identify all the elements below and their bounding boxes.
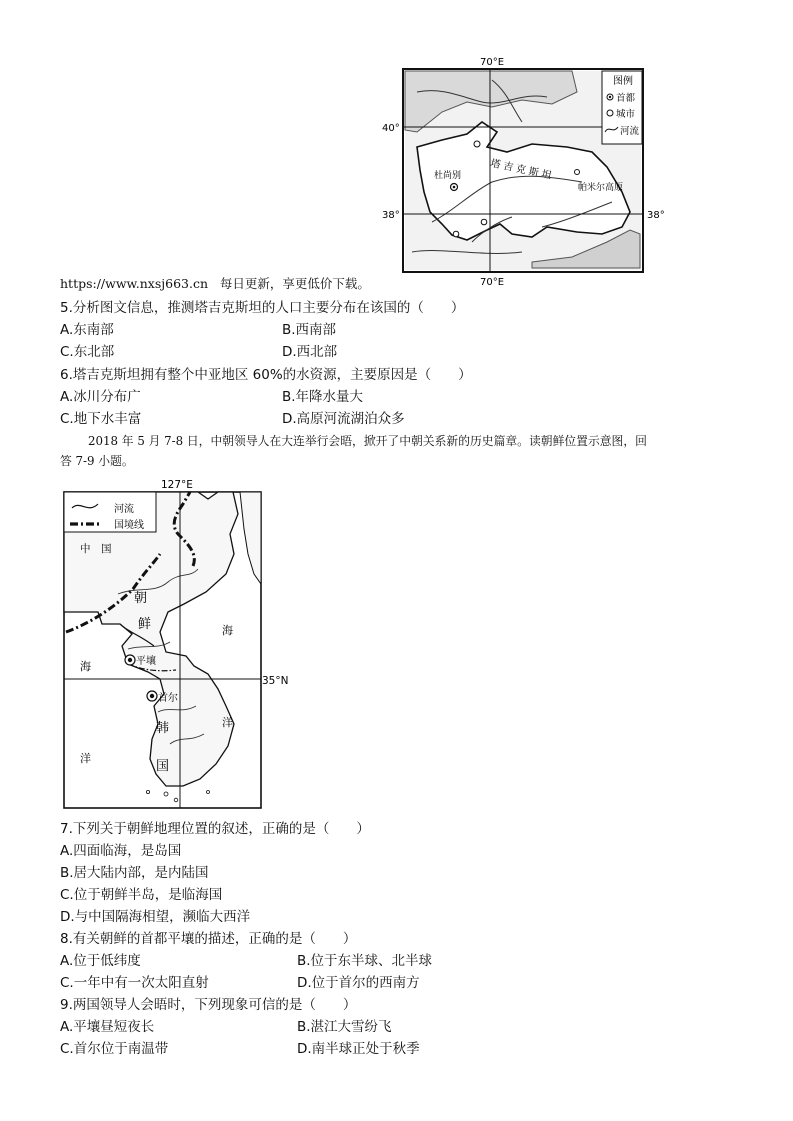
q5-option-c[interactable]: C.东北部 <box>60 344 115 360</box>
q8-option-c[interactable]: C.一年中有一次太阳直射 <box>60 975 209 991</box>
tajikistan-map <box>372 52 672 290</box>
q8-stem: 8.有关朝鲜的首都平壤的描述，正确的是（ ） <box>60 931 357 947</box>
map2-china-label: 中 国 <box>80 543 112 555</box>
korea-map <box>58 474 298 814</box>
q6-option-c[interactable]: C.地下水丰富 <box>60 411 142 427</box>
q7-option-b[interactable]: B.居大陆内部，是内陆国 <box>60 865 209 881</box>
q7-option-d[interactable]: D.与中国隔海相望，濒临大西洋 <box>60 909 251 925</box>
map1-capital-label: 杜尚别 <box>434 171 462 181</box>
q6-option-d[interactable]: D.高原河流湖泊众多 <box>282 411 405 427</box>
map2-legend-river: 河流 <box>114 504 134 515</box>
map1-lat38-left: 38° <box>382 210 400 221</box>
q9-option-b[interactable]: B.湛江大雪纷飞 <box>297 1019 392 1035</box>
q9-stem: 9.两国领导人会晤时，下列现象可信的是（ ） <box>60 997 357 1013</box>
q5-stem: 5.分析图文信息，推测塔吉克斯坦的人口主要分布在该国的（ ） <box>60 300 465 316</box>
map2-legend-border: 国境线 <box>114 520 144 531</box>
q5-option-a[interactable]: A.东南部 <box>60 322 114 338</box>
q6-stem: 6.塔吉克斯坦拥有整个中亚地区 60%的水资源，主要原因是（ ） <box>60 367 472 383</box>
watermark-text: https://www.nxsj663.cn 每日更新，享更低价下载。 <box>60 276 370 291</box>
map1-lat40: 40° <box>382 123 400 134</box>
q5-option-b[interactable]: B.西南部 <box>282 322 337 338</box>
map2-hai-right: 海 <box>222 624 233 637</box>
map1-lon-bottom: 70°E <box>480 277 505 288</box>
q9-option-c[interactable]: C.首尔位于南温带 <box>60 1041 169 1057</box>
q9-option-a[interactable]: A.平壤昼短夜长 <box>60 1019 155 1035</box>
map1-legend-river: 河流 <box>620 126 640 137</box>
q8-option-d[interactable]: D.位于首尔的西南方 <box>297 975 420 991</box>
map1-legend-city: 城市 <box>616 109 636 120</box>
map2-xian-label: 鲜 <box>138 617 152 632</box>
map1-plateau-label: 帕米尔高原 <box>578 183 624 193</box>
map2-han-label: 韩 <box>156 721 170 736</box>
intro-line-1: 2018 年 5 月 7-8 日，中朝领导人在大连举行会晤，掀开了中朝关系新的历史篇章。读朝鲜位置示意图，回 <box>88 434 647 448</box>
map2-yang-left: 洋 <box>80 752 91 765</box>
q9-option-d[interactable]: D.南半球正处于秋季 <box>297 1041 420 1057</box>
map1-lat38-right: 38° <box>647 210 665 221</box>
q7-option-c[interactable]: C.位于朝鲜半岛，是临海国 <box>60 887 223 903</box>
map2-pyongyang-label: 平壤 <box>136 656 156 667</box>
map2-guo-label: 国 <box>156 759 170 774</box>
map2-hai-left: 海 <box>80 660 91 673</box>
q8-option-a[interactable]: A.位于低纬度 <box>60 953 141 969</box>
map1-legend-capital: 首都 <box>616 93 636 104</box>
q7-option-a[interactable]: A.四面临海，是岛国 <box>60 843 182 859</box>
intro-line-2: 答 7-9 小题。 <box>60 454 134 468</box>
q5-option-d[interactable]: D.西北部 <box>282 344 338 360</box>
map2-chao-label: 朝 <box>134 591 148 606</box>
map2-yang-right: 洋 <box>222 716 233 729</box>
q6-option-b[interactable]: B.年降水量大 <box>282 389 364 405</box>
map2-seoul-label: 首尔 <box>158 693 178 704</box>
map2-lon-label: 127°E <box>161 479 193 491</box>
q7-stem: 7.下列关于朝鲜地理位置的叙述，正确的是（ ） <box>60 821 370 837</box>
q8-option-b[interactable]: B.位于东半球、北半球 <box>297 953 433 969</box>
map1-legend-title: 图例 <box>613 76 633 87</box>
map2-lat-label: 35°N <box>262 675 289 687</box>
q6-option-a[interactable]: A.冰川分布广 <box>60 389 141 405</box>
map1-country-label: 塔吉克斯坦 <box>489 158 556 183</box>
map1-lon-top: 70°E <box>480 57 505 68</box>
